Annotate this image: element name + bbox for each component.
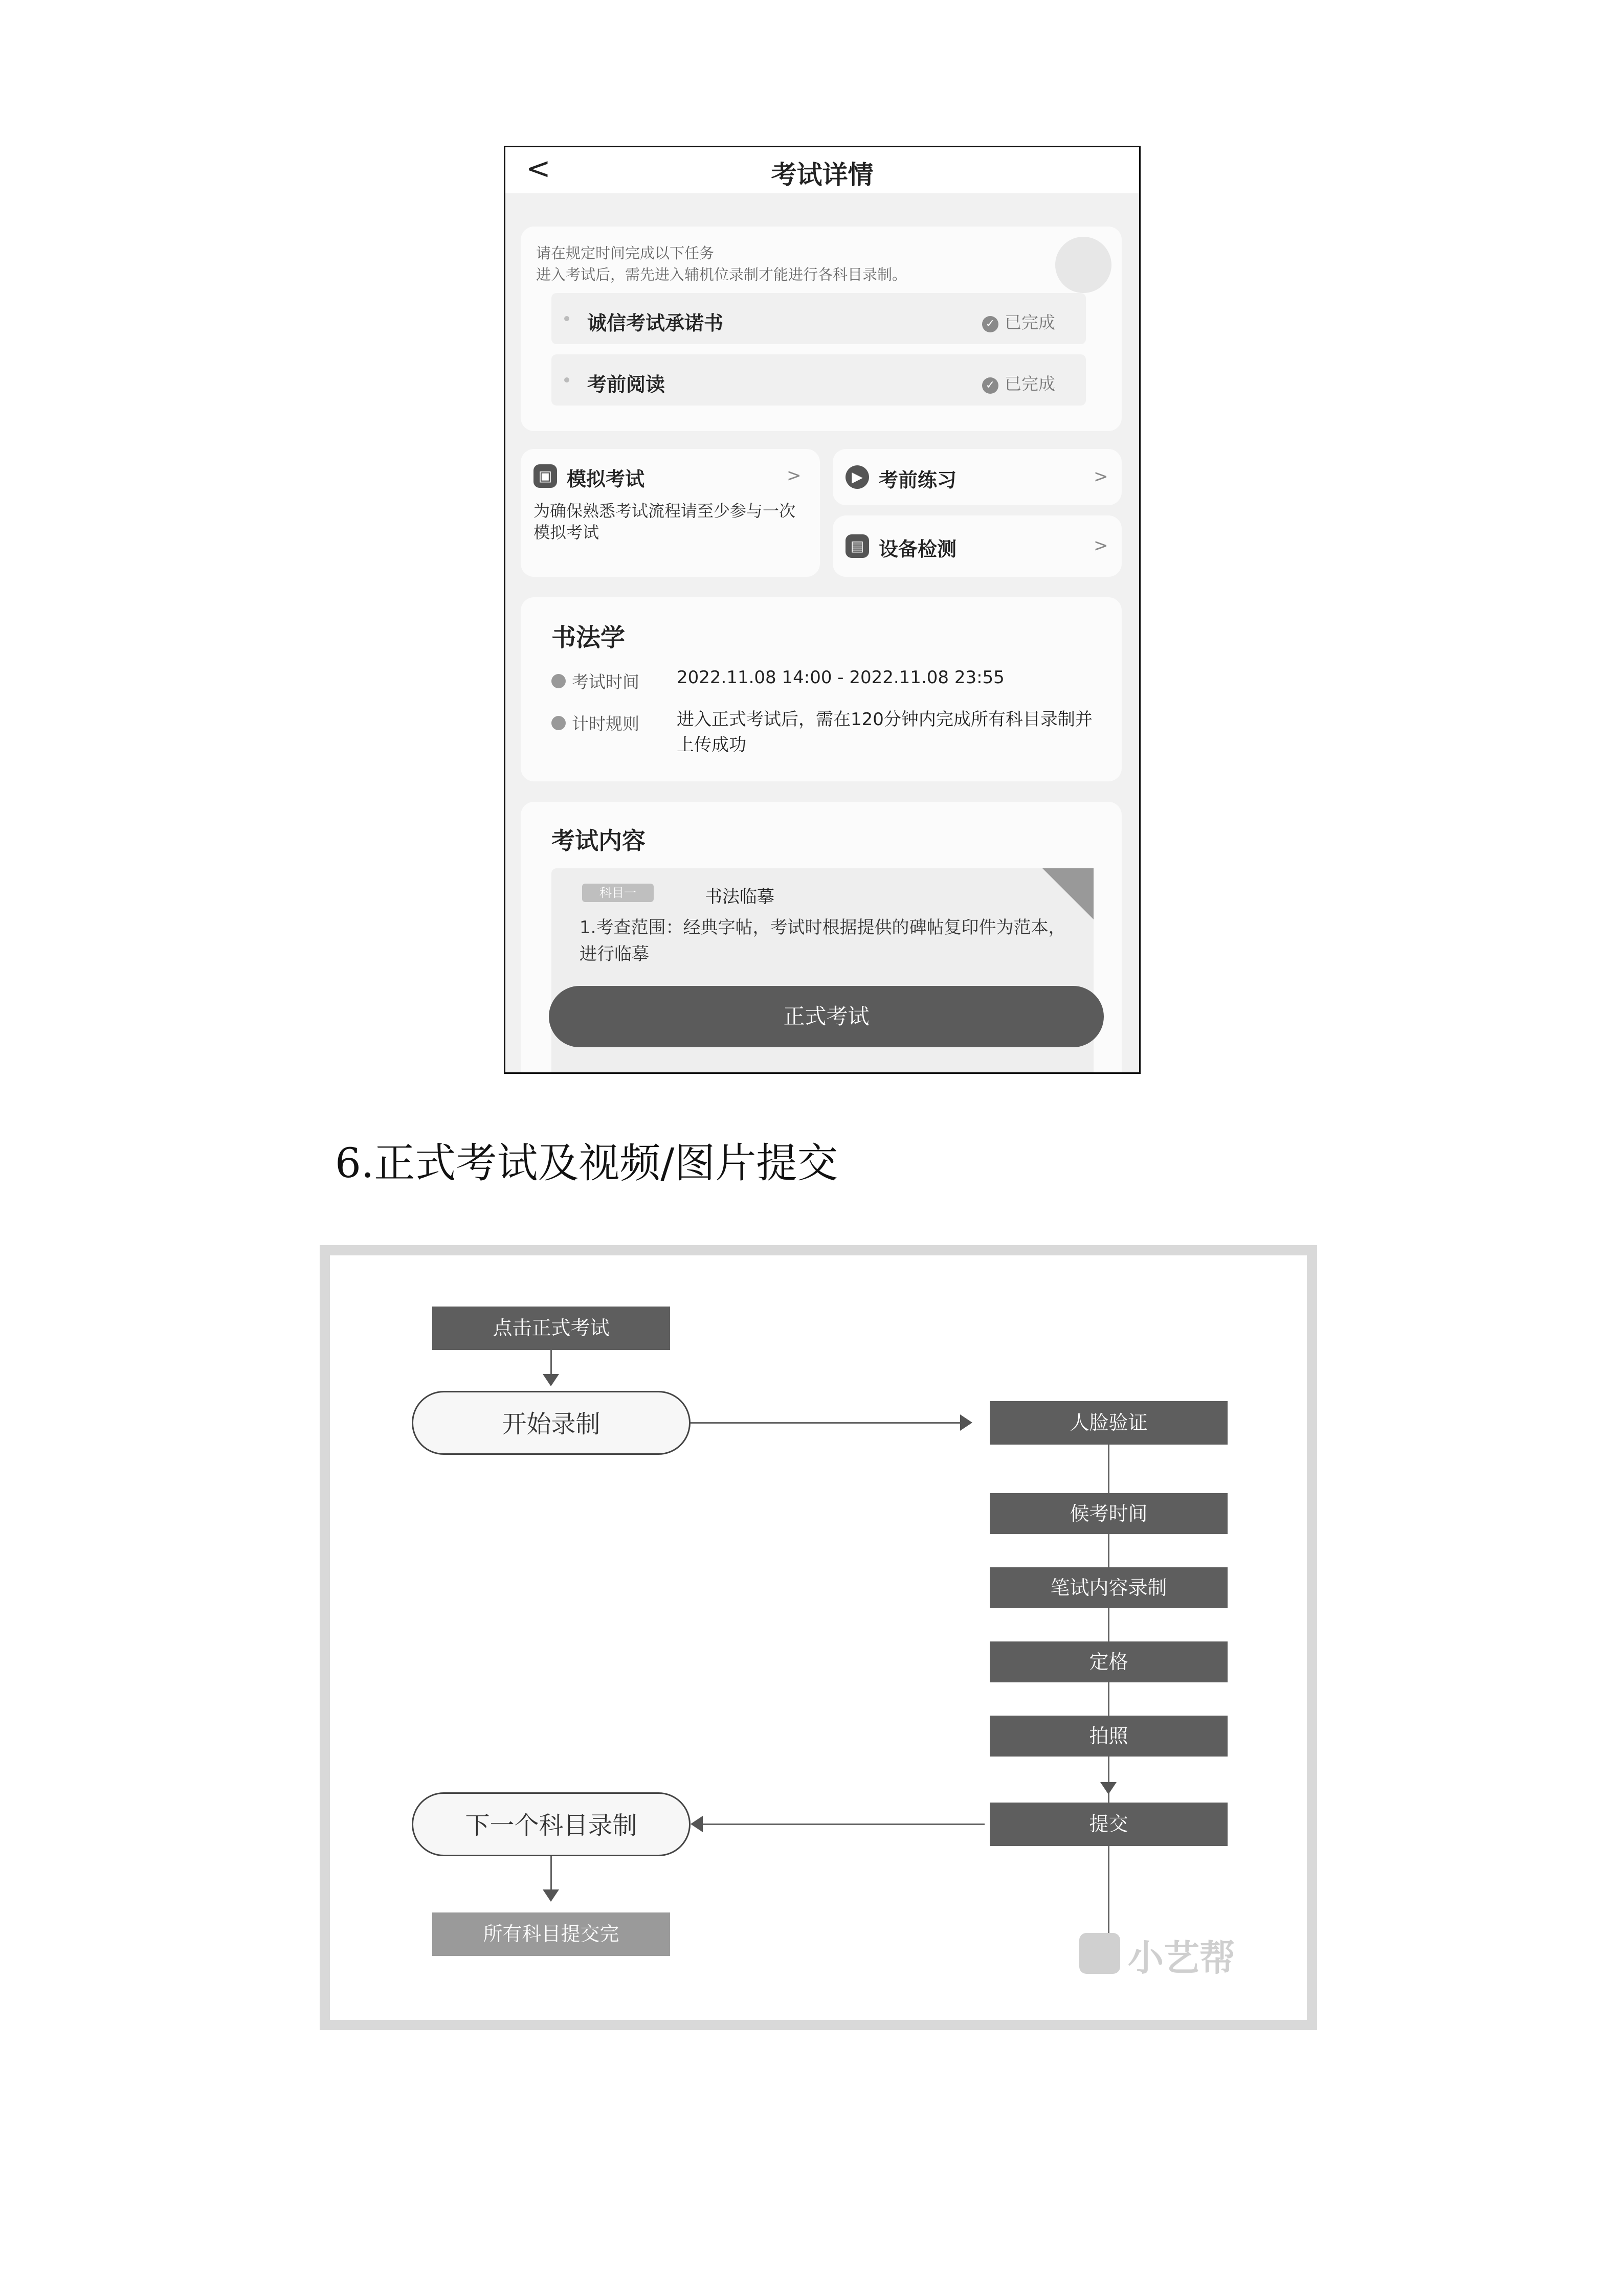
connector — [701, 1824, 985, 1825]
timing-rule-value: 进入正式考试后，需在120分钟内完成所有科目录制并上传成功 — [677, 709, 1093, 755]
flow-step-freeze: 定格 — [990, 1641, 1228, 1682]
logo-icon — [1079, 1933, 1120, 1974]
chevron-right-icon: > — [1094, 535, 1108, 556]
arrow-down-icon — [543, 1374, 559, 1386]
flow-step-photo: 拍照 — [990, 1716, 1228, 1757]
flow-step-start-record: 开始录制 — [412, 1391, 691, 1455]
status-text: 已完成 — [1005, 312, 1055, 332]
connector — [550, 1350, 552, 1376]
exam-content-title: 考试内容 — [551, 827, 646, 854]
device-check-label: 设备检测 — [879, 538, 957, 560]
subject-badge: 科目一 — [582, 884, 654, 902]
task-row-pledge[interactable] — [551, 293, 1086, 344]
app-header — [505, 147, 1139, 193]
connector — [550, 1856, 552, 1892]
back-arrow-icon[interactable]: < — [526, 151, 551, 186]
mock-exam-card[interactable] — [521, 449, 820, 577]
flow-step-face-verify: 人脸验证 — [990, 1401, 1228, 1445]
device-check-card[interactable] — [833, 515, 1122, 577]
flow-step-click-start: 点击正式考试 — [432, 1307, 670, 1350]
logo-text: 小艺帮 — [1128, 1937, 1235, 1979]
flow-step-waiting-time: 候考时间 — [990, 1493, 1228, 1534]
subject-item-title: 书法临摹 — [705, 887, 774, 907]
flow-step-next-subject: 下一个科目录制 — [412, 1792, 691, 1856]
task-status — [982, 309, 1055, 333]
flow-canvas — [330, 1255, 1307, 2020]
arrow-down-icon — [543, 1889, 559, 1902]
bullet-icon — [564, 316, 569, 321]
submission-flow-diagram — [320, 1245, 1317, 2030]
task-status — [982, 371, 1055, 395]
task-card — [521, 227, 1122, 431]
subject-info-card — [521, 597, 1122, 781]
flow-step-written-record: 笔试内容录制 — [990, 1567, 1228, 1608]
task-hint: 请在规定时间完成以下任务 — [536, 244, 715, 262]
chevron-right-icon: > — [1094, 466, 1108, 487]
exam-detail-screenshot — [504, 146, 1141, 1074]
mock-exam-label: 模拟考试 — [567, 468, 645, 490]
timing-rule-key: 计时规则 — [572, 714, 639, 734]
status-text: 已完成 — [1005, 374, 1055, 394]
flow-step-all-done: 所有科目提交完 — [432, 1912, 670, 1956]
clock-icon — [551, 674, 566, 688]
play-icon: ▶ — [846, 465, 869, 489]
practice-card[interactable] — [833, 449, 1122, 505]
arrow-down-icon — [1100, 1782, 1117, 1794]
exam-time-value: 2022.11.08 14:00 - 2022.11.08 23:55 — [677, 667, 1005, 688]
bullet-icon — [564, 377, 569, 382]
section-heading: 6.正式考试及视频/图片提交 — [335, 1139, 838, 1187]
arrow-right-icon — [960, 1414, 972, 1431]
task-label: 诚信考试承诺书 — [587, 312, 724, 334]
task-row-reading[interactable] — [551, 354, 1086, 406]
practice-label: 考前练习 — [879, 469, 957, 491]
connector — [691, 1422, 962, 1424]
arrow-left-icon — [691, 1816, 703, 1832]
exam-time-key: 考试时间 — [572, 672, 639, 692]
corner-ribbon-icon — [1042, 868, 1094, 919]
check-icon: ✓ — [982, 316, 998, 332]
decorative-badge-icon — [1055, 237, 1111, 293]
mock-exam-description: 为确保熟悉考试流程请至少参与一次模拟考试 — [533, 501, 796, 542]
task-hint-secondary: 进入考试后，需先进入辅机位录制才能进行各科目录制。 — [536, 266, 907, 283]
device-icon: ▤ — [846, 534, 869, 558]
subject-title: 书法学 — [551, 623, 626, 652]
start-exam-button[interactable]: 正式考试 — [549, 986, 1104, 1047]
flow-step-submit: 提交 — [990, 1803, 1228, 1846]
chevron-right-icon: > — [787, 465, 802, 486]
task-label: 考前阅读 — [587, 373, 665, 396]
mock-exam-icon: ▣ — [533, 464, 557, 488]
clock-icon — [551, 716, 566, 730]
page-title: 考试详情 — [771, 160, 874, 190]
check-icon: ✓ — [982, 377, 998, 394]
subject-item-description: 1.考查范围：经典字帖，考试时根据提供的碑帖复印件为范本，进行临摹 — [580, 917, 1066, 964]
